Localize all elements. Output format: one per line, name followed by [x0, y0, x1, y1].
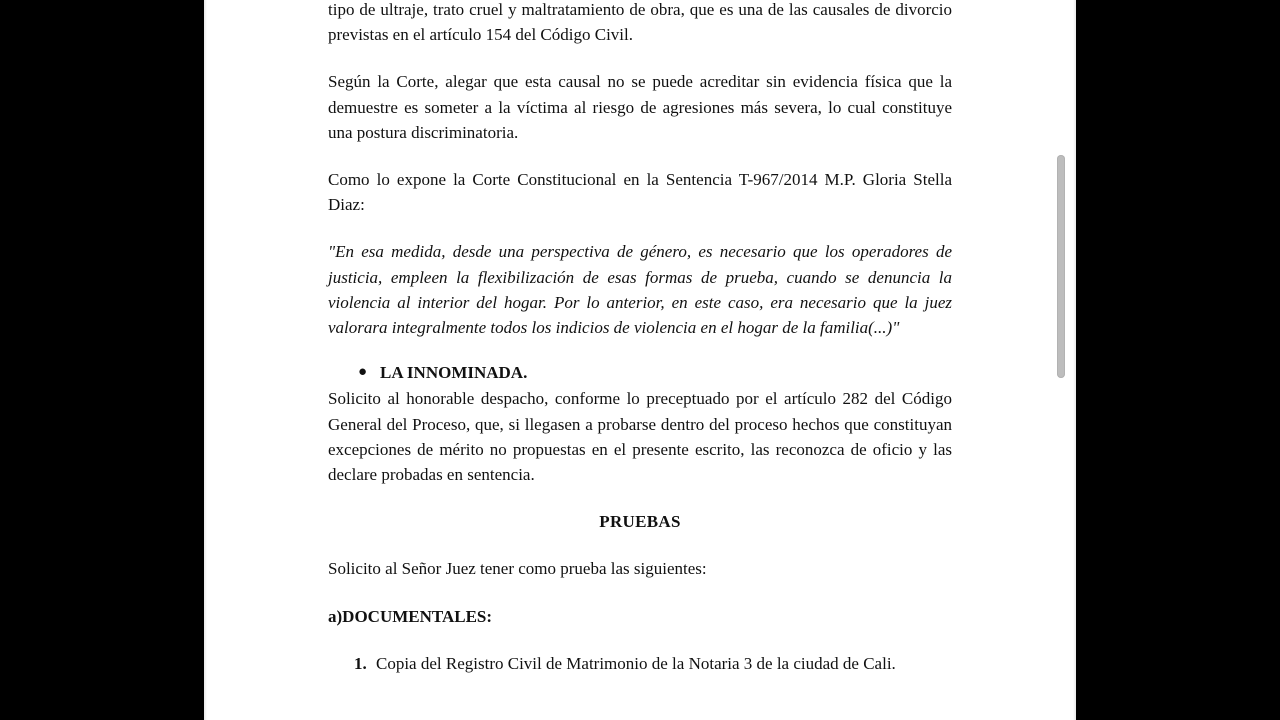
numbered-list-documentales [328, 651, 952, 676]
page-edge-right [1073, 0, 1076, 720]
list-item-innominada [328, 360, 952, 385]
bullet-point-icon: ● [358, 364, 368, 381]
page-edge-left [204, 0, 207, 720]
blockquote-sentencia: "En esa medida, desde una perspectiva de género, es necesario que los operadores de justicia, empleen la flexibilización de esas formas de prueba, cuando se denuncia la violencia al interior del hogar. Por lo anterior, en este caso, era necesario que la juez valorara integralmente todos los indicios de violencia en el hogar de la familia(...)" [328, 242, 952, 338]
list-item-label: LA INNOMINADA. [380, 363, 528, 383]
bullet-list [328, 360, 952, 385]
list-item-marker: 1. [354, 653, 367, 673]
document-page [204, 0, 1076, 720]
list-item-text: Copia del Registro Civil de Matrimonio de la Notaria 3 de la ciudad de Cali. [376, 653, 896, 673]
section-heading-pruebas: PRUEBAS [599, 512, 681, 532]
vertical-scrollbar-thumb[interactable] [1057, 155, 1065, 378]
subheading-documentales: a)DOCUMENTALES: [328, 606, 493, 626]
paragraph-sentencia-intro: Como lo expone la Corte Constitucional en la Sentencia T-967/2014 M.P. Gloria Stella Diaz: [328, 170, 952, 215]
paragraph-pruebas-intro: Solicito al Señor Juez tener como prueba las siguientes: [328, 559, 707, 579]
paragraph-corte: Según la Corte, alegar que esta causal no se puede acreditar sin evidencia física que la demuestre es someter a la víctima al riesgo de agresiones más severa, lo cual constituye una postura discriminatoria. [328, 72, 952, 142]
paragraph-ultraje: tipo de ultraje, trato cruel y maltratamiento de obra, que es una de las causales de divorcio previstas en el artículo 154 del Código Civil. [328, 0, 952, 45]
list-item [328, 651, 952, 676]
paragraph-innominada-body: Solicito al honorable despacho, conforme lo preceptuado por el artículo 282 del Código General del Proceso, que, si llegasen a probarse dentro del proceso hechos que constituyan excepciones de mérito no propuestas en el presente escrito, las reconozca de oficio y las declare probadas en sentencia. [328, 389, 952, 485]
vertical-scrollbar[interactable] [1054, 0, 1068, 720]
document-text-column [328, 0, 952, 680]
